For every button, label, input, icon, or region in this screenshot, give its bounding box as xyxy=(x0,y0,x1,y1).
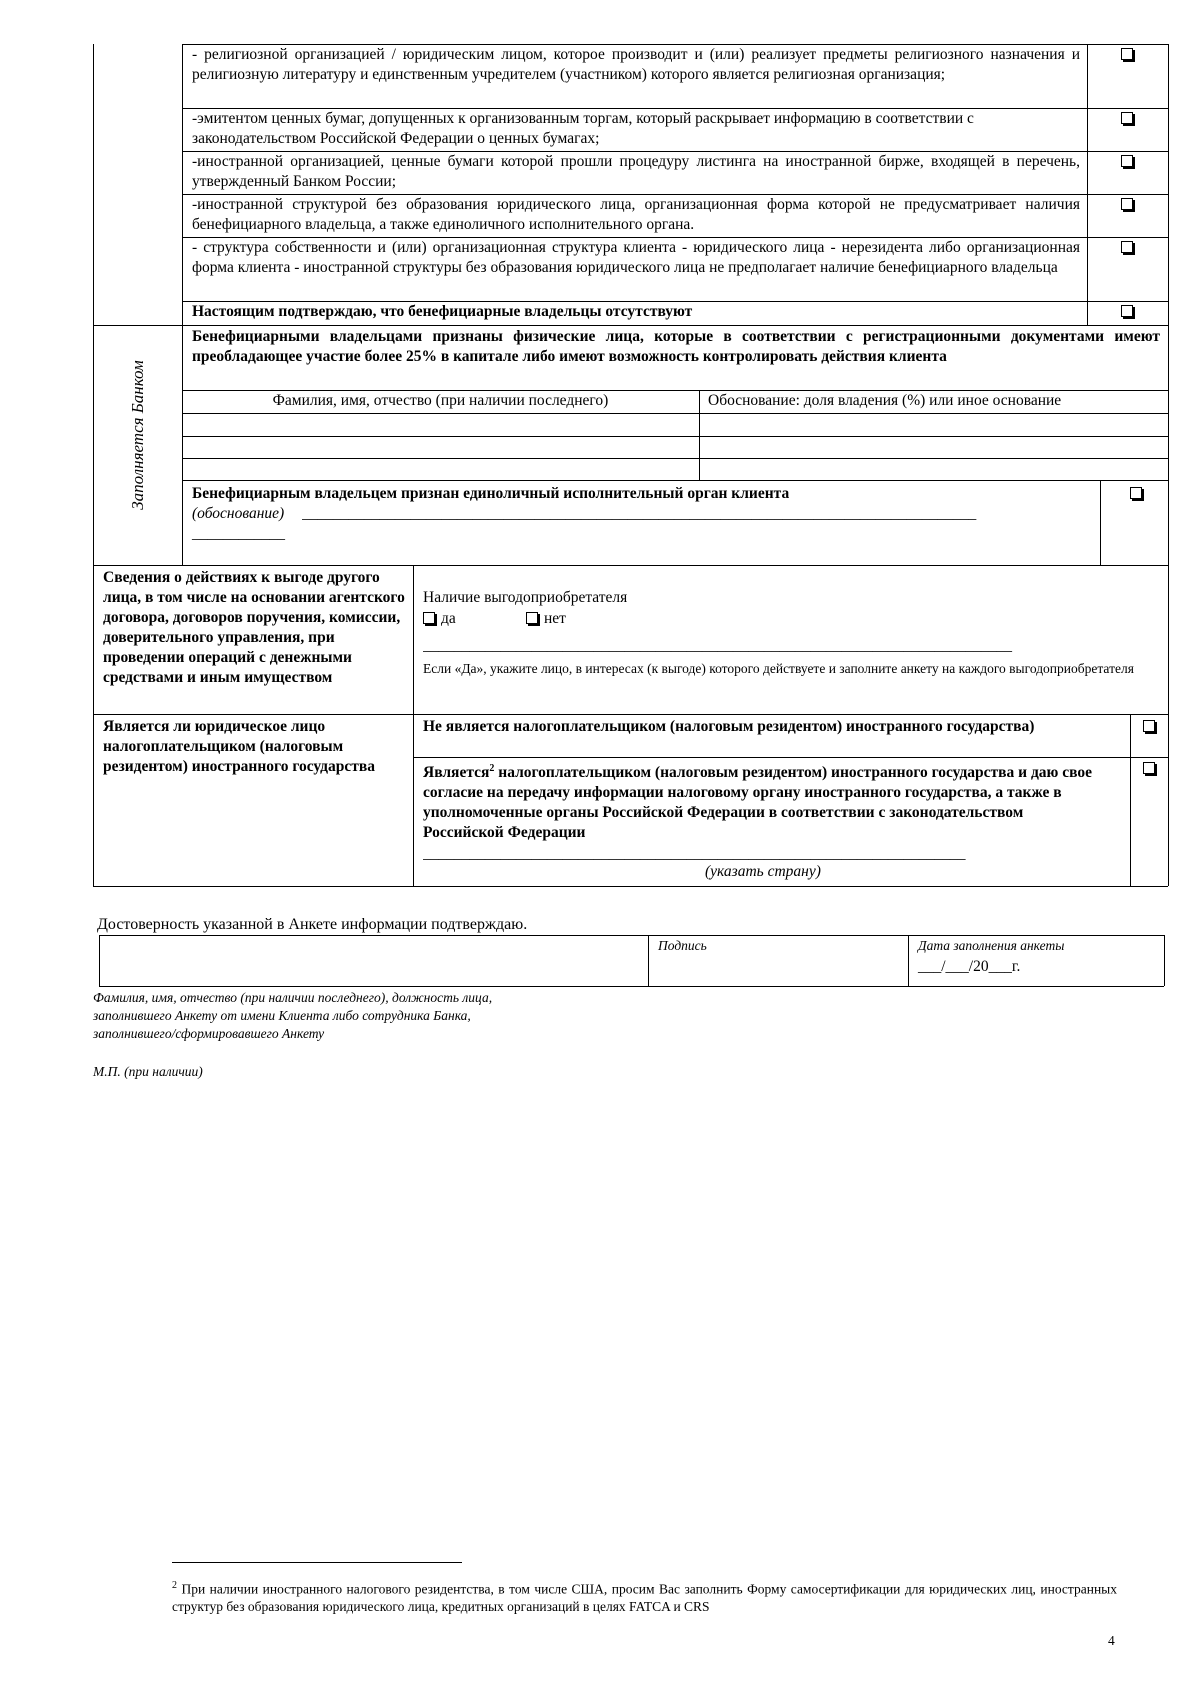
tax-is-resident-checkbox[interactable] xyxy=(1143,762,1155,774)
confirmation-text: Достоверность указанной в Анкете информации подтверждаю. xyxy=(97,916,528,933)
owners-column-name: Фамилия, имя, отчество (при наличии последнего) xyxy=(272,392,609,409)
beneficiary-line[interactable]: ____________________________________________________________________________ xyxy=(423,637,1012,654)
tax-section-label: Является ли юридическое лицо налогоплательщиком (налоговым резидентом) иностранного государства xyxy=(103,718,375,775)
bank-section-intro: Бенефициарными владельцами признаны физические лица, которые в соответствии с регистрационными документами имеют преобладающее участие более 25% в капитале либо имеют возможность контролировать действия клиента xyxy=(192,328,1160,365)
beneficiary-yes-label: да xyxy=(441,610,456,627)
country-line[interactable]: ______________________________________________________________________ xyxy=(423,845,966,862)
beneficiary-option-no[interactable] xyxy=(526,609,566,629)
beneficiary-no-label: нет xyxy=(544,610,566,627)
basis-line[interactable]: _______________________________________________________________________________________ xyxy=(302,505,977,522)
bank-section-label: Заполняется Банком xyxy=(128,360,147,510)
footnote xyxy=(172,1577,1117,1615)
criterion-checkbox-1[interactable] xyxy=(1121,48,1133,60)
date-label: Дата заполнения анкеты xyxy=(918,938,1065,953)
signer-note-line-1: Фамилия, имя, отчество (при наличии последнего), должность лица, xyxy=(93,990,493,1005)
criterion-row-5: - структура собственности и (или) организационная структура клиента - юридического лица - нерезидента либо организационная форма клиента - иностранной структуры без образования юридического лица не предполагает наличие бенефициарного владельца xyxy=(192,239,1080,276)
no-beneficiaries-confirmation: Настоящим подтверждаю, что бенефициарные владельцы отсутствуют xyxy=(192,303,693,320)
owner-row[interactable] xyxy=(183,459,698,479)
owners-column-basis: Обоснование: доля владения (%) или иное основание xyxy=(708,392,1062,409)
basis-label: (обоснование) xyxy=(192,505,285,522)
signature-field[interactable] xyxy=(649,955,907,985)
owner-row[interactable] xyxy=(183,414,698,435)
tax-is-resident-word: Является xyxy=(423,764,490,782)
tax-not-resident: Не является налогоплательщиком (налоговым резидентом) иностранного государства) xyxy=(423,718,1035,735)
sole-executive-checkbox[interactable] xyxy=(1130,487,1142,499)
criterion-checkbox-3[interactable] xyxy=(1121,155,1133,167)
basis-line-continuation[interactable]: ____________ xyxy=(192,525,285,542)
footnote-ref: 2 xyxy=(489,763,495,774)
footnote-text: При наличии иностранного налогового резидентства, в том числе США, просим Вас заполнить Форму самосертификации для юридических лиц, иностранных структур без образования юридического лица, кредитных организаций в целях FATCA и CRS xyxy=(172,1581,1117,1614)
tax-not-resident-checkbox[interactable] xyxy=(1143,720,1155,732)
signer-name-field[interactable] xyxy=(100,936,647,985)
signer-note-line-3: заполнившего/сформировавшего Анкету xyxy=(93,1026,325,1041)
footnote-separator xyxy=(172,1562,462,1563)
beneficiary-section-label: Сведения о действиях к выгоде другого лица, в том числе на основании агентского договора, договоров поручения, комиссии, доверительного управления, при проведении операций с денежными средствами и иным имуществом xyxy=(103,569,405,686)
tax-is-resident xyxy=(423,759,1093,843)
sole-executive-statement: Бенефициарным владельцем признан единоличный исполнительный орган клиента xyxy=(192,485,790,502)
owner-row[interactable] xyxy=(183,437,698,457)
beneficiary-note: Если «Да», укажите лицо, в интересах (к выгоде) которого действуете и заполните анкету на каждого выгодоприобретателя xyxy=(423,661,1134,676)
beneficiary-option-yes[interactable] xyxy=(423,609,456,629)
footnote-number: 2 xyxy=(172,1580,177,1591)
criterion-row-2: -эмитентом ценных бумаг, допущенных к организованным торгам, который раскрывает информацию в соответствии с законодательством Российской Федерации о ценных бумагах; xyxy=(192,110,974,147)
stamp-label: М.П. (при наличии) xyxy=(93,1064,203,1079)
no-beneficiaries-checkbox[interactable] xyxy=(1121,305,1133,317)
criterion-row-4: -иностранной структурой без образования юридического лица, организационная форма которой не предусматривает наличия бенефициарного владельца, а также единоличного исполнительного органа. xyxy=(192,196,1080,233)
country-hint: (указать страну) xyxy=(705,863,821,880)
criterion-checkbox-2[interactable] xyxy=(1121,112,1133,124)
signature-label: Подпись xyxy=(658,938,707,953)
page-number: 4 xyxy=(1108,1633,1115,1648)
beneficiary-no-checkbox[interactable] xyxy=(526,612,538,624)
signer-note-line-2: заполнившего Анкету от имени Клиента либо сотрудника Банка, xyxy=(93,1008,471,1023)
beneficiary-yes-checkbox[interactable] xyxy=(423,612,435,624)
criterion-row-3: -иностранной организацией, ценные бумаги которой прошли процедуру листинга на иностранной бирже, входящей в перечень, утвержденный Банком России; xyxy=(192,153,1080,190)
date-field[interactable]: ___/___/20___г. xyxy=(918,958,1021,975)
criterion-checkbox-4[interactable] xyxy=(1121,198,1133,210)
beneficiary-question: Наличие выгодоприобретателя xyxy=(423,589,628,606)
criterion-checkbox-5[interactable] xyxy=(1121,241,1133,253)
criterion-row-1: - религиозной организацией / юридическим лицом, которое производит и (или) реализует предметы религиозного назначения и религиозную литературу и единственным учредителем (участником) которого является религиозная организация; xyxy=(192,46,1080,83)
tax-is-resident-text: налогоплательщиком (налоговым резидентом) иностранного государства и даю свое согласие на передачу информации налоговому органу иностранного государства, а также в уполномоченные органы Российской Федерации в соответствии с законодательством Российской Федерации xyxy=(423,764,1093,842)
